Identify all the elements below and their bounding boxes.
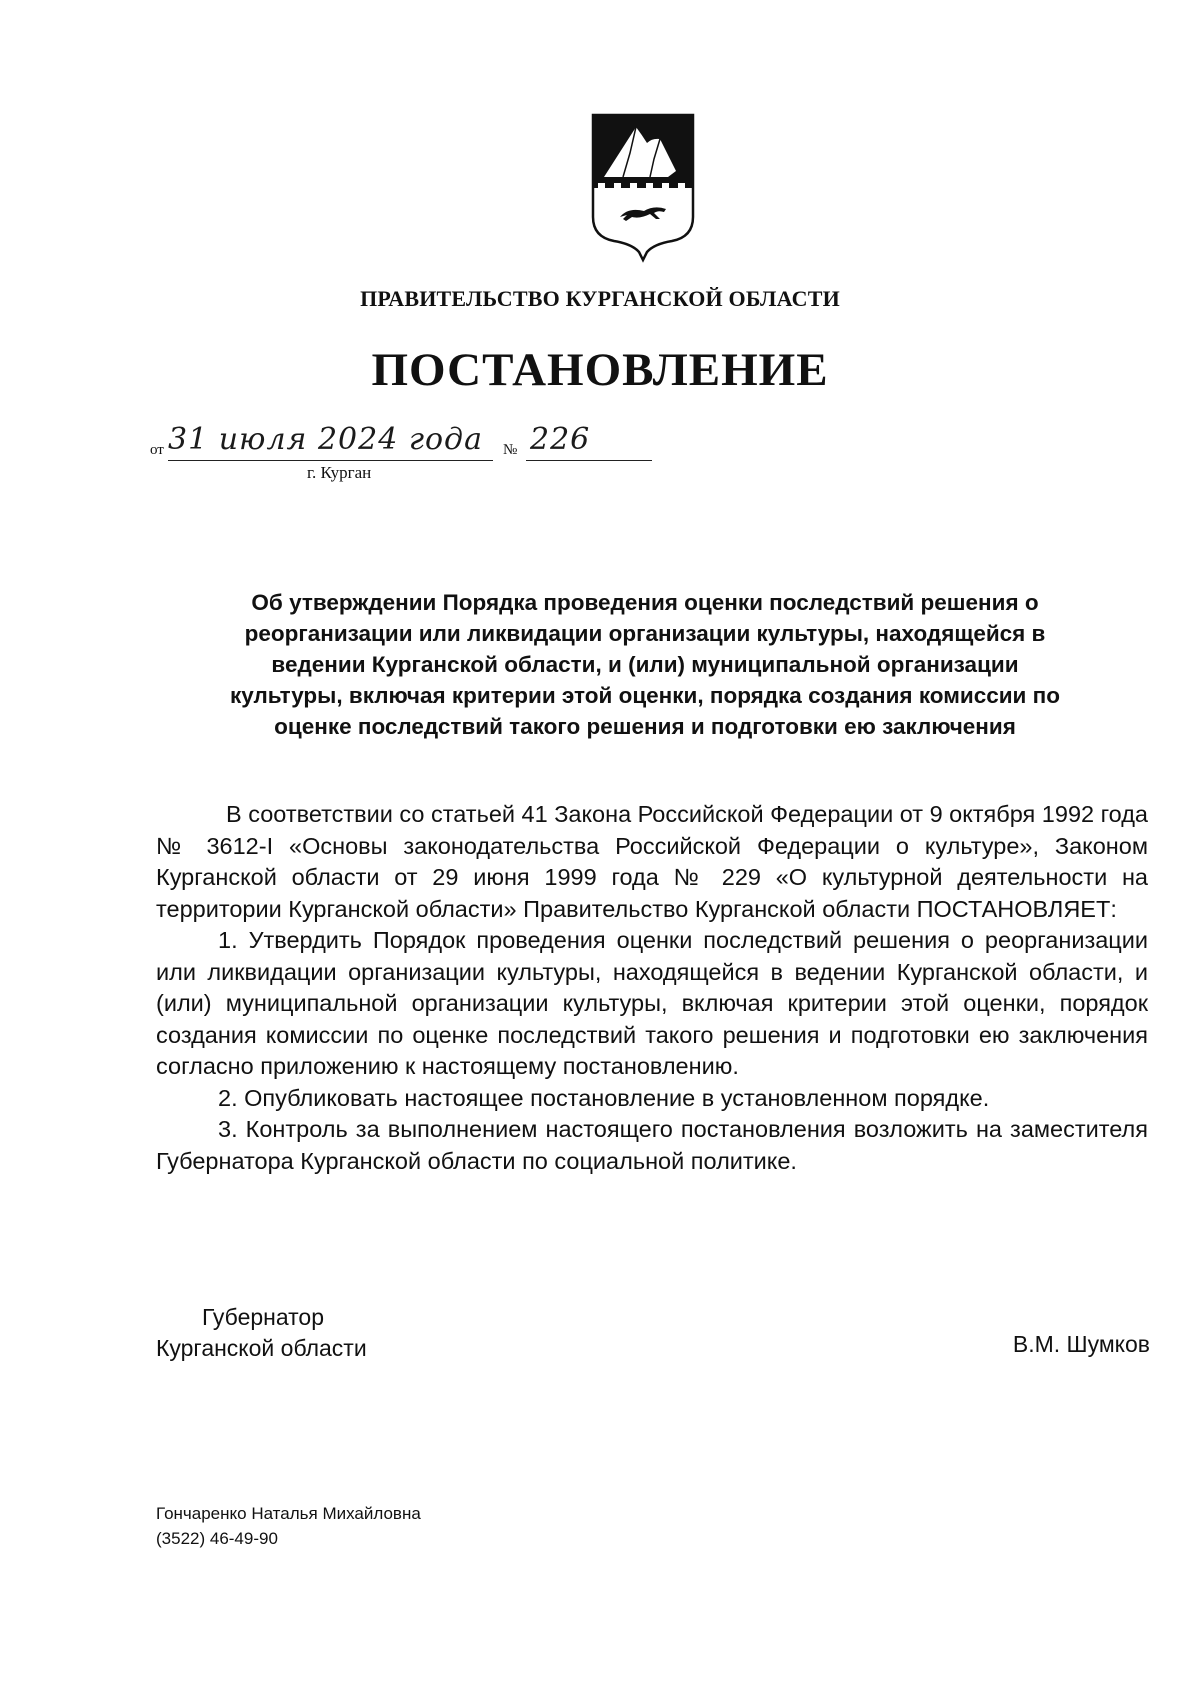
title-line: оценке последствий такого решения и подготовки ею заключения [274,714,1016,739]
item-2-paragraph: 2. Опубликовать настоящее постановление в установленном порядке. [218,1084,990,1111]
title-line: культуры, включая критерии этой оценки, порядка создания комиссии по [230,683,1060,708]
position-line-1: Губернатор [202,1304,325,1330]
executor-info [156,1501,421,1551]
coat-of-arms-emblem [590,113,696,263]
executor-name: Гончаренко Наталья Михайловна [156,1504,421,1523]
title-line: реорганизации или ликвидации организации культуры, находящейся в [244,621,1046,646]
handwritten-number: 226 [530,422,591,457]
signatory-name: В.М. Шумков [1012,1331,1150,1357]
city-label: г. Курган [307,463,372,482]
number-underline [526,460,652,461]
executor-phone: (3522) 46-49-90 [156,1529,278,1548]
date-from-label: от [150,442,164,458]
number-label: № [503,442,518,458]
date-number-line [150,422,670,488]
signatory-position [156,1302,367,1364]
document-type-heading: ПОСТАНОВЛЕНИЕ [371,344,829,396]
item-1-paragraph: 1. Утвердить Порядок проведения оценки последствий решения о реорганизации или ликвидации организации культуры, находящейся в ведении Курганской области, и (или) муниципальной организации культуры, включая критерии этой оценки, порядок создания комиссии по оценке последствий такого решения и подготовки ею заключения согласно приложению к настоящему постановлению. [156,927,1148,1079]
date-underline [168,460,493,461]
organization-name: ПРАВИТЕЛЬСТВО КУРГАНСКОЙ ОБЛАСТИ [360,286,840,311]
document-title [150,587,1140,742]
handwritten-date: 31 июля 2024 года [168,422,483,457]
preamble-paragraph: В соответствии со статьей 41 Закона Российской Федерации от 9 октября 1992 года № 3612-I «Основы законодательства Российской Федерации о культуре», Законом Курганской области от 29 июня 1999 года № 229 «О культурной деятельности на территории Курганской области» Правительство Курганской области ПОСТАНОВЛЯЕТ: [156,801,1148,922]
title-line: Об утверждении Порядка проведения оценки последствий решения о [251,590,1039,615]
position-line-2: Курганской области [156,1335,367,1361]
item-3-paragraph: 3. Контроль за выполнением настоящего постановления возложить на заместителя Губернатора Курганской области по социальной политике. [156,1116,1148,1174]
document-body [156,799,1148,1177]
title-line: ведении Курганской области, и (или) муниципальной организации [271,652,1019,677]
